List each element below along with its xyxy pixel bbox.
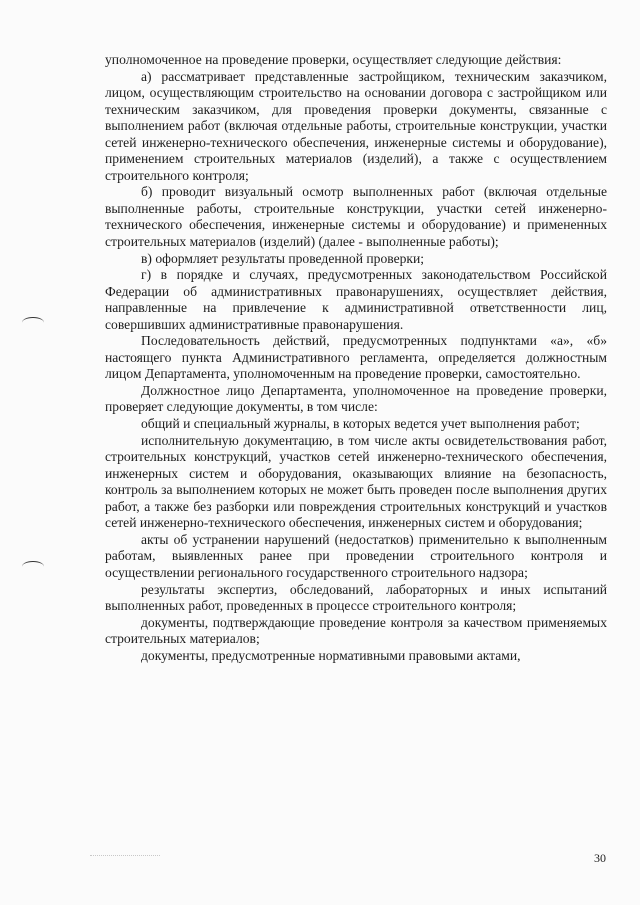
paragraph: общий и специальный журналы, в которых ведется учет выполнения работ; (141, 416, 580, 432)
binding-mark (22, 561, 44, 572)
paragraph: документы, подтверждающие проведение контроля за качеством применяемых строительных материалов; (105, 614, 607, 647)
paragraph: Должностное лицо Департамента, уполномоченное на проведение проверки, проверяет следующие документы, в том числе: (105, 382, 607, 415)
paragraph: Последовательность действий, предусмотренных подпунктами «а», «б» настоящего пункта Административного регламента, определяется должностным лицом Департамента, уполномоченным на проведение проверки, самостоятельно. (105, 333, 607, 382)
paragraph: уполномоченное на проведение проверки, осуществляет следующие действия: (105, 52, 562, 67)
paragraph: г) в порядке и случаях, предусмотренных законодательством Российской Федерации об административных правонарушениях, осуществляет действия, направленные на привлечение к административной ответственности лиц, совершивших административные правонарушения. (105, 267, 607, 332)
binding-mark (22, 317, 44, 328)
scan-artifact (90, 855, 160, 858)
paragraph: а) рассматривает представленные застройщиком, техническим заказчиком, лицом, осуществляющим строительство на основании договора с застройщиком или техническим заказчиком, для проведения проверки документы, связанные с выполнением работ (включая отдельные работы, строительные конструкции, участки сетей инженерно-технического обеспечения, инженерные системы и оборудование), применением строительных материалов (изделий), а также с осуществлением строительного контроля; (105, 68, 607, 183)
paragraph: документы, предусмотренные нормативными правовыми актами, (141, 647, 521, 663)
page-number: 30 (594, 851, 606, 865)
document-body (105, 52, 607, 664)
paragraph: б) проводит визуальный осмотр выполненных работ (включая отдельные выполненные работы, строительные конструкции, участки сетей инженерно-технического обеспечения, инженерные системы и оборудование) и примененных строительных материалов (изделий) (далее - выполненные работы); (105, 184, 607, 250)
paragraph: результаты экспертиз, обследований, лабораторных и иных испытаний выполненных работ, проведенных в процессе строительного контроля; (105, 581, 607, 614)
paragraph: акты об устранении нарушений (недостатков) применительно к выполненным работам, выявленных ранее при проведении строительного контроля и осуществлении регионального государственного строительного надзора; (105, 531, 607, 580)
paragraph: исполнительную документацию, в том числе акты освидетельствования работ, строительных конструкций, участков сетей инженерно-технического обеспечения, инженерных систем и оборудования, оказывающих влияние на безопасность, контроль за выполнением которых не может быть проведен после выполнения других работ, а также без разборки или повреждения строительных конструкций и участков сетей инженерно-технического обеспечения, инженерных систем и оборудования; (105, 432, 607, 531)
paragraph: в) оформляет результаты проведенной проверки; (141, 250, 425, 266)
